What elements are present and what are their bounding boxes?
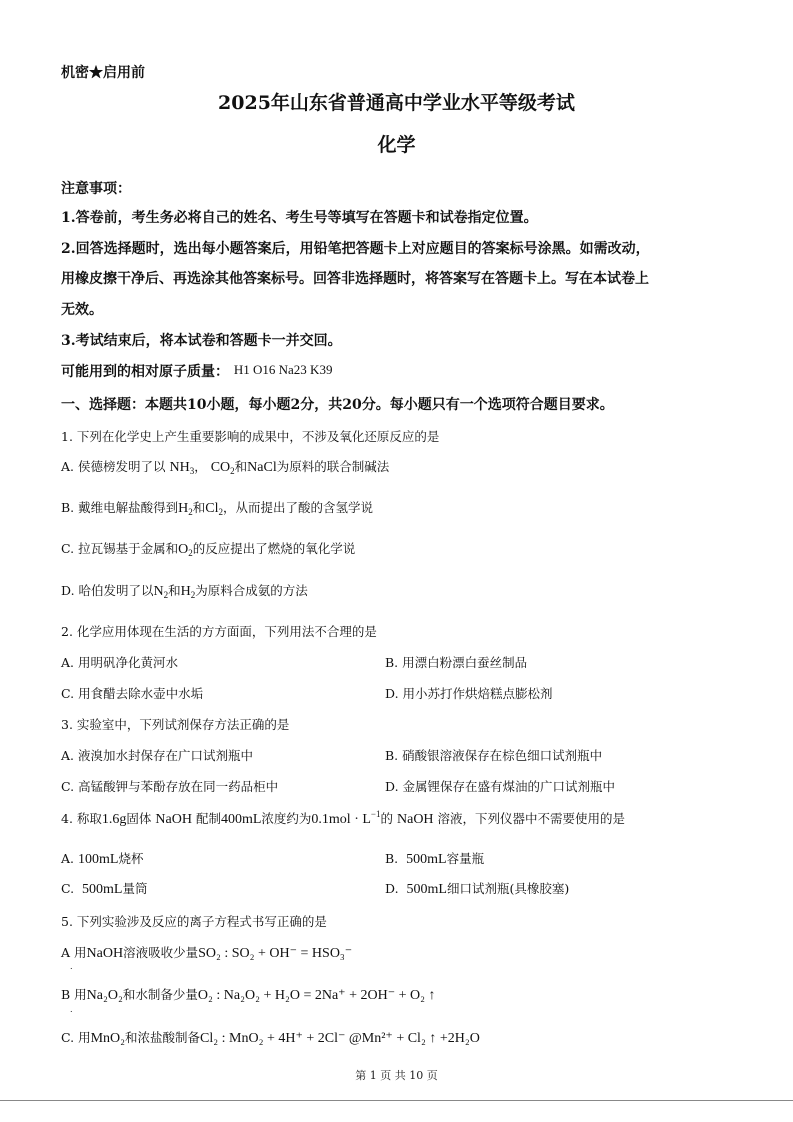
formula-o2: O [178, 542, 189, 557]
formula-nh3: NH [169, 460, 190, 475]
volume-value: 500mL [406, 852, 447, 867]
subscript: 2 [163, 590, 169, 600]
stem-text: 浓度约为 [261, 811, 312, 826]
option-text: B. 戴维电解盐酸得到 [61, 500, 179, 515]
option-text: 和水制备少量 [122, 987, 198, 1002]
option-text: 烧杯 [118, 851, 144, 866]
formula [211, 460, 235, 475]
stem-text: 4. 称取 [61, 811, 102, 826]
question-1-option-b [61, 498, 373, 517]
question-3-option-b: B. 硝酸银溶液保存在棕色细口试剂瓶中 [385, 748, 603, 763]
stem-text: 固体 [126, 811, 152, 826]
notice-item-2-line-3: 无效。 [61, 302, 103, 318]
option-text: 细口试剂瓶(具橡胶塞) [446, 881, 570, 896]
question-2-option-b: B. 用漂白粉漂白蚕丝制品 [385, 655, 528, 670]
option-text: C. 拉瓦锡基于金属和 [61, 541, 179, 556]
question-3-option-d: D. 金属锂保存在盛有煤油的广口试剂瓶中 [385, 779, 616, 794]
formula [178, 542, 193, 557]
page-number: 第 1 页 共 10 页 [355, 1069, 438, 1082]
subscript: 3 [189, 466, 195, 476]
formula [154, 584, 169, 599]
formula-h2: H [178, 501, 189, 516]
subscript: 2 [188, 548, 193, 558]
question-2-option-d: D. 用小苏打作烘焙糕点膨松剂 [385, 686, 553, 701]
option-text: 和浓盐酸制备 [125, 1030, 201, 1045]
exam-title: 2025年山东省普通高中学业水平等级考试 [218, 92, 575, 114]
ionic-equation: Cl₂ : MnO₂ + 4H⁺ + 2Cl⁻ @Mn²⁺ + Cl₂ ↑ +2H₂O [200, 1031, 480, 1046]
mass-value: 1.6g [101, 812, 127, 827]
formula-mno2: MnO₂ [90, 1031, 126, 1046]
option-text: 为原料的联合制碱法 [276, 459, 390, 474]
subscript: 2 [188, 507, 193, 517]
atomic-mass-label: 可能用到的相对原子质量： [61, 364, 229, 380]
option-text: 和 [168, 583, 181, 598]
bottom-divider [0, 1100, 793, 1101]
formula-naoh: NaOH [86, 946, 124, 961]
subscript: 2 [190, 590, 196, 600]
question-4-option-a: A. 100mL烧杯 [61, 851, 144, 867]
question-4-option-d: D. 500mL细口试剂瓶(具橡胶塞) [385, 881, 570, 897]
question-1-option-a: A. 侯德榜发明了以 $NH_3$， $CO_2$和NaCl为原料的联合制碱法 [61, 459, 390, 476]
subscript: 2 [230, 466, 235, 476]
question-2-option-c: C. 用食醋去除水壶中水垢 [61, 686, 204, 701]
superscript: −1 [370, 809, 381, 819]
option-label: C. 用 [61, 1030, 91, 1045]
notice-item-1: 1.答卷前，考生务必将自己的姓名、考生号等填写在答题卡和试卷指定位置。 [61, 210, 538, 226]
question-1-stem: 1. 下列在化学史上产生重要影响的成果中，不涉及氧化还原反应的是 [61, 429, 440, 444]
option-text: 量筒 [122, 881, 148, 896]
formula-cl2: Cl [205, 501, 219, 516]
marker-dot: . [70, 1005, 73, 1014]
formula [178, 501, 193, 516]
question-5-option-a [61, 943, 352, 962]
stem-text: 配制 [195, 811, 221, 826]
atomic-mass-values: H1 O16 Na23 K39 [233, 362, 333, 377]
notice-heading: 注意事项： [61, 181, 131, 197]
section-1-heading: 一、选择题：本题共10小题，每小题2分，共20分。每小题只有一个选项符合题目要求。 [61, 397, 614, 413]
option-text: 容量瓶 [446, 851, 485, 866]
notice-item-2-line-1: 2.回答选择题时，选出每小题答案后，用铅笔把答题卡上对应题目的答案标号涂黑。如需改动， [61, 241, 650, 257]
option-label: B 用 [61, 987, 87, 1002]
question-5-option-c [61, 1028, 480, 1047]
stem-text: 的 [380, 811, 394, 826]
question-4-option-b: B. 500mL容量瓶 [385, 851, 485, 867]
question-2-stem: 2. 化学应用体现在生活的方方面面，下列用法不合理的是 [61, 624, 377, 639]
volume-value: 400mL [220, 812, 262, 827]
question-3-stem: 3. 实验室中，下列试剂保存方法正确的是 [61, 717, 290, 732]
formula-h2: H [180, 584, 191, 599]
atomic-mass-line [61, 361, 332, 381]
ionic-equation: O₂ : Na₂O₂ + H₂O = 2Na⁺ + 2OH⁻ + O₂ ↑ [197, 988, 436, 1003]
confidential-label: 机密★启用前 [61, 65, 145, 81]
formula [181, 584, 196, 599]
question-4-option-c: C. 500mL量筒 [61, 881, 148, 897]
ionic-equation: SO₂ : SO₂ + OH⁻ = HSO₃⁻ [198, 946, 353, 961]
option-text: ，从而提出了酸的含氢学说 [223, 500, 374, 515]
question-4-stem [61, 809, 625, 828]
concentration-text: 0.1mol · L [311, 812, 371, 827]
subject-title: 化学 [377, 134, 416, 156]
question-5-option-b [61, 985, 435, 1004]
question-3-option-a: A. 液溴加水封保存在广口试剂瓶中 [61, 748, 253, 763]
option-label: A 用 [61, 945, 87, 960]
option-text: 为原料合成氨的方法 [195, 583, 308, 598]
formula-naoh: NaOH [397, 812, 434, 827]
question-5-stem: 5. 下列实验涉及反应的离子方程式书写正确的是 [61, 914, 327, 929]
subscript: 2 [218, 507, 224, 517]
volume-value: 500mL [406, 882, 447, 897]
formula-nacl: NaCl [247, 460, 277, 475]
formula [205, 501, 223, 516]
volume-value: 100mL [77, 852, 119, 867]
notice-item-2-line-2: 用橡皮擦干净后、再选涂其他答案标号。回答非选择题时，将答案写在答题卡上。写在本试卷上 [61, 271, 649, 287]
question-1-option-d [61, 581, 308, 600]
notice-item-3: 3.考试结束后，将本试卷和答题卡一并交回。 [61, 333, 342, 349]
question-3-option-c: C. 高锰酸钾与苯酚存放在同一药品柜中 [61, 779, 279, 794]
formula-co2: CO [210, 460, 231, 475]
formula [169, 460, 194, 475]
volume-value: 500mL [82, 882, 123, 897]
question-2-option-a: A. 用明矾净化黄河水 [61, 655, 178, 670]
question-1-option-c [61, 539, 355, 558]
marker-dot: . [70, 962, 73, 971]
option-text: 的反应提出了燃烧的氧化学说 [192, 541, 356, 556]
option-text: D. 哈伯发明了以 [61, 583, 154, 598]
option-text: 溶液吸收少量 [123, 945, 199, 960]
concentration-value [311, 809, 381, 827]
option-text: 和 [234, 459, 248, 474]
stem-text: 溶液，下列仪器中不需要使用的是 [437, 811, 626, 826]
formula-na2o2: Na₂O₂ [86, 988, 123, 1003]
option-text: 和 [192, 500, 206, 515]
formula-n2: N [153, 584, 164, 599]
formula-naoh: NaOH [155, 812, 192, 827]
option-text: A. 侯德榜发明了以 [61, 459, 166, 474]
